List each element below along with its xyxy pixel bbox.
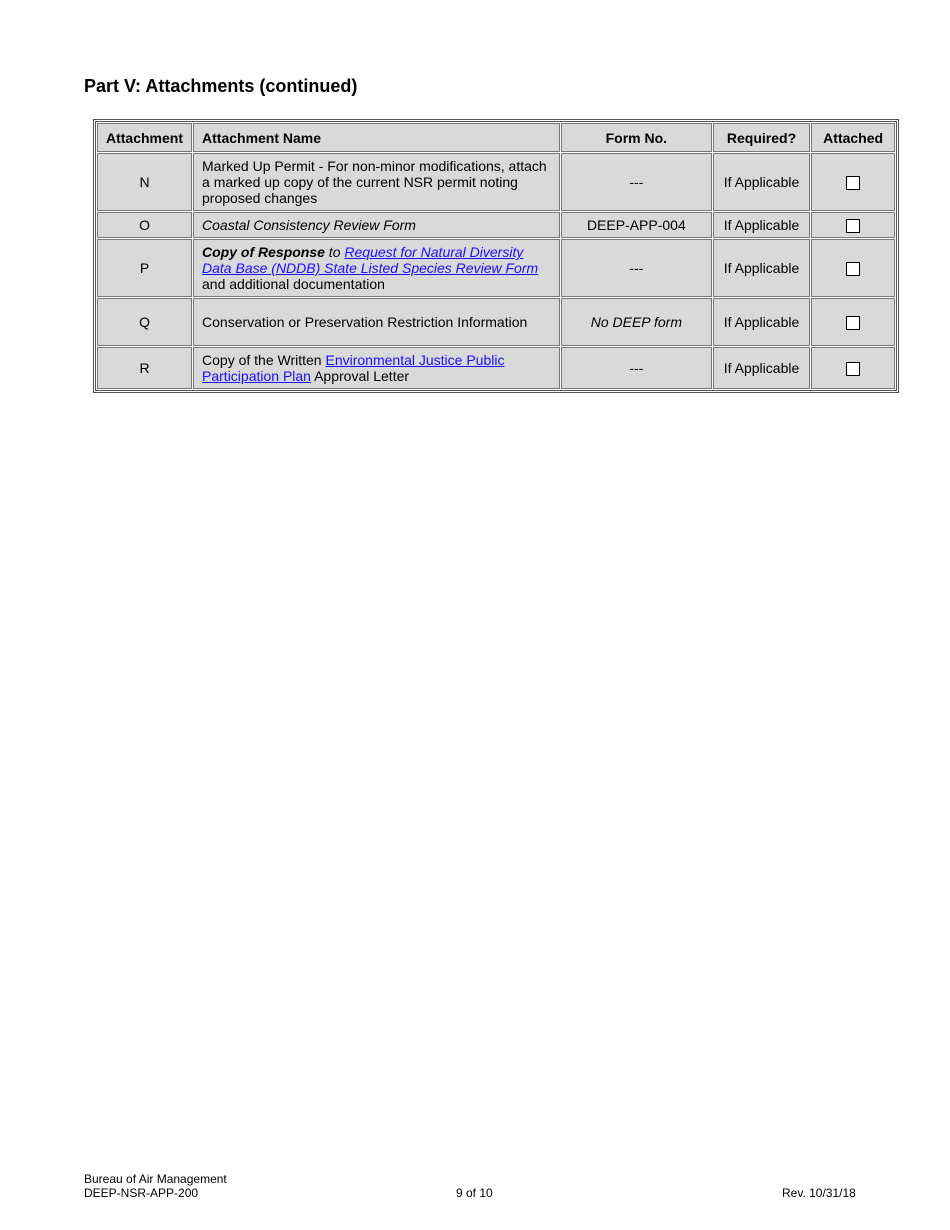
- attachment-name-pre: Copy of the Written: [202, 352, 326, 368]
- attachment-letter: Q: [97, 298, 192, 346]
- attachments-table: [93, 119, 899, 393]
- form-no: ---: [561, 153, 712, 211]
- attached-checkbox-r[interactable]: [846, 362, 860, 376]
- table-row: [97, 153, 895, 211]
- form-no: No DEEP form: [561, 298, 712, 346]
- table-row: [97, 347, 895, 389]
- attachment-name-rest: Approval Letter: [310, 368, 410, 384]
- form-no: ---: [561, 347, 712, 389]
- table-row: [97, 298, 895, 346]
- attached-checkbox-q[interactable]: [846, 316, 860, 330]
- header-attachment-name: Attachment Name: [193, 123, 560, 152]
- attached-checkbox-o[interactable]: [846, 219, 860, 233]
- required-value: If Applicable: [713, 298, 811, 346]
- attachment-name-rest: and additional documentation: [202, 276, 385, 292]
- required-value: If Applicable: [713, 212, 811, 238]
- footer-revision: Rev. 10/31/18: [782, 1186, 856, 1200]
- footer-bureau: Bureau of Air Management: [84, 1172, 227, 1186]
- attached-cell: [811, 298, 895, 346]
- nddb-review-form-link[interactable]: Request for Natural Diversity Data Base (NDDB) State Listed Species Review Form: [202, 244, 539, 276]
- form-no: DEEP-APP-004: [561, 212, 712, 238]
- attachment-name-to: to: [324, 244, 345, 260]
- attachment-name: Conservation or Preservation Restriction Information: [193, 298, 560, 346]
- table-row: [97, 212, 895, 238]
- attached-cell: [811, 239, 895, 297]
- table-header-row: [97, 123, 895, 152]
- page-title: Part V: Attachments (continued): [84, 76, 358, 96]
- header-required: Required?: [713, 123, 811, 152]
- attachment-letter: P: [97, 239, 192, 297]
- required-value: If Applicable: [713, 153, 811, 211]
- attachment-name: [193, 239, 560, 297]
- attachment-name: [193, 347, 560, 389]
- footer-left: [84, 1172, 227, 1200]
- required-value: If Applicable: [713, 239, 811, 297]
- attached-checkbox-n[interactable]: [846, 176, 860, 190]
- ej-participation-plan-link[interactable]: Environmental Justice Public Participation Plan: [202, 352, 505, 384]
- footer-form-id: DEEP-NSR-APP-200: [84, 1186, 199, 1200]
- attached-cell: [811, 212, 895, 238]
- footer-page-number: 9 of 10: [456, 1186, 493, 1200]
- required-value: If Applicable: [713, 347, 811, 389]
- attached-checkbox-p[interactable]: [846, 262, 860, 276]
- header-attachment: Attachment: [97, 123, 192, 152]
- attachment-letter: R: [97, 347, 192, 389]
- attachment-letter: O: [97, 212, 192, 238]
- attachment-name-bold: Copy of Response: [202, 244, 325, 260]
- table-row: [97, 239, 895, 297]
- header-form-no: Form No.: [561, 123, 712, 152]
- header-attached: Attached: [811, 123, 895, 152]
- attachment-name: Coastal Consistency Review Form: [193, 212, 560, 238]
- form-no: ---: [561, 239, 712, 297]
- attachment-name: Marked Up Permit - For non-minor modifications, attach a marked up copy of the current NSR permit noting proposed changes: [193, 153, 560, 211]
- attached-cell: [811, 347, 895, 389]
- attachment-letter: N: [97, 153, 192, 211]
- attached-cell: [811, 153, 895, 211]
